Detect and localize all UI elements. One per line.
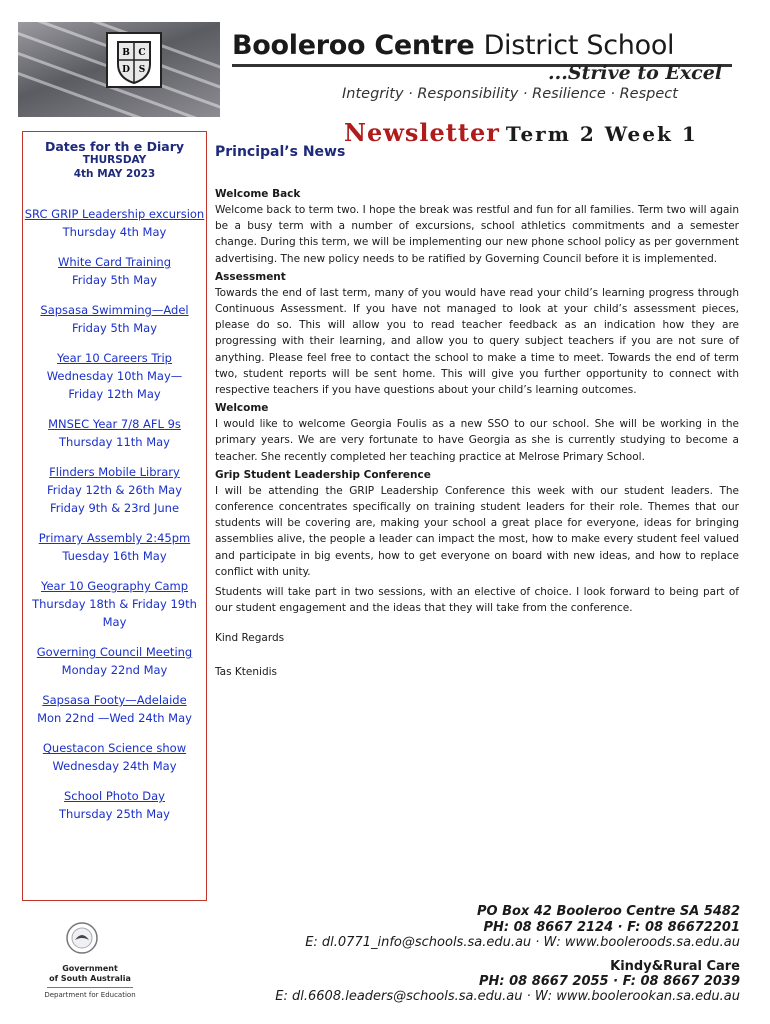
event-name[interactable]: SRC GRIP Leadership excursion <box>24 207 205 221</box>
diary-event <box>23 691 206 727</box>
diary-event <box>23 787 206 823</box>
event-name[interactable]: Flinders Mobile Library <box>49 465 180 479</box>
diary-event <box>23 643 206 679</box>
school-crest-logo <box>104 30 164 90</box>
newsletter-term: Term 2 Week 1 <box>505 122 698 146</box>
government-logo <box>40 918 140 999</box>
event-date: May <box>102 615 127 629</box>
diary-event <box>23 205 206 241</box>
svg-text:S: S <box>138 65 146 75</box>
event-date: Monday 22nd May <box>61 663 168 677</box>
closing: Kind Regards <box>215 632 285 645</box>
section-title: Principal’s News <box>215 144 346 160</box>
event-date: Friday 5th May <box>71 321 158 335</box>
event-name[interactable]: Primary Assembly 2:45pm <box>38 531 191 545</box>
school-name-bold: Booleroo Centre <box>232 30 475 61</box>
event-date: Friday 5th May <box>71 273 158 287</box>
newsletter-word: Newsletter <box>344 118 500 147</box>
event-date: Friday 12th May <box>68 387 161 401</box>
event-name[interactable]: Sapsasa Footy—Adelaide <box>42 693 187 707</box>
paragraph: Students will take part in two sessions, with an elective of choice. I look forward to being part of our student engagement and the ideas that they will take from the conference. <box>215 586 739 615</box>
event-list <box>23 205 206 835</box>
diary-event <box>23 577 206 631</box>
kindy-title: Kindy&Rural Care <box>610 959 740 974</box>
event-name[interactable]: Governing Council Meeting <box>36 645 193 659</box>
event-name[interactable]: Year 10 Careers Trip <box>57 351 172 365</box>
event-date: Thursday 11th May <box>59 435 170 449</box>
kindy-email-web: E: dl.6608.leaders@schools.sa.edu.au · W: www.boolerookan.sa.edu.au <box>275 989 740 1004</box>
school-email-web: E: dl.0771_info@schools.sa.edu.au · W: www.booleroods.sa.edu.au <box>305 935 740 950</box>
diary-event <box>23 301 206 337</box>
school-name-rest: District School <box>483 30 675 61</box>
paragraph: I will be attending the GRIP Leadership Conference this week with our student leaders. The conference concentrates specifically on training student leaders for their role. Themes that our students will be covering are, making your school a great place for everyone, ideas for bringing assemblies alive, the people a leader can impact the most, how to make every student feel valued and participate in big events, how to get everyone on board with new ideas, and how to replace conflict with unity. <box>215 484 739 578</box>
event-date: Thursday 18th & Friday 19th <box>32 597 197 611</box>
subheading: Grip Student Leadership Conference <box>215 468 431 481</box>
sidebar-day: THURSDAY <box>82 154 147 166</box>
event-date: Wednesday 10th May— <box>46 369 183 383</box>
gov-line2: of South Australia <box>49 974 131 983</box>
diary-event <box>23 739 206 775</box>
signature: Tas Ktenidis <box>215 666 278 679</box>
svg-text:C: C <box>138 48 146 58</box>
diary-event <box>23 349 206 403</box>
subheading: Welcome <box>215 402 269 415</box>
event-date: Friday 9th & 23rd June <box>49 501 180 515</box>
event-date: Tuesday 16th May <box>62 549 167 563</box>
event-date: Wednesday 24th May <box>52 759 177 773</box>
svg-text:D: D <box>122 65 130 75</box>
event-name[interactable]: Questacon Science show <box>42 741 187 755</box>
event-name[interactable]: Sapsasa Swimming—Adel <box>40 303 189 317</box>
subheading: Welcome Back <box>215 188 301 200</box>
paragraph: Welcome back to term two. I hope the break was restful and fun for all families. Term two will again be a busy term with a number of excursions, school athletics commitments and a semester change. During this term, we will be implementing our new phone school policy as per government advertising. The new policy needs to be ratified by Governing Council before it is implemented. <box>215 204 739 265</box>
dates-for-diary-sidebar <box>22 131 207 901</box>
gov-line1: Government <box>62 964 118 973</box>
subheading: Assessment <box>215 270 286 283</box>
newsletter-heading <box>344 118 698 147</box>
principals-news <box>215 144 739 680</box>
sidebar-title: Dates for th e Diary <box>44 139 185 154</box>
paragraph: Towards the end of last term, many of you would have read your child’s learning progress through Continuous Assessment. If you have not managed to look at your child’s assessment pieces, please do so. This will allow you to read teacher feedback as an indication how they are progressing with their learning, and allow you to query subject teachers if you are not sure of anything. Please feel free to contact the school to make a time to meet. Towards the end of term two, student reports will be sent home. This will give you further opportunity to connect with respective teachers if you have questions about your child’s learning outcomes. <box>215 286 739 397</box>
diary-event <box>23 463 206 517</box>
school-address: PO Box 42 Booleroo Centre SA 5482 <box>476 904 740 919</box>
svg-text:B: B <box>122 48 130 58</box>
diary-event <box>23 415 206 451</box>
event-name[interactable]: White Card Training <box>57 255 172 269</box>
diary-event <box>23 253 206 289</box>
event-date: Friday 12th & 26th May <box>46 483 183 497</box>
event-name[interactable]: School Photo Day <box>63 789 165 803</box>
sidebar-date: 4th MAY 2023 <box>73 168 156 180</box>
school-phone: PH: 08 8667 2124 · F: 08 86672201 <box>483 920 740 935</box>
event-date: Thursday 4th May <box>62 225 167 239</box>
article-body <box>215 186 739 616</box>
event-name[interactable]: Year 10 Geography Camp <box>40 579 189 593</box>
event-name[interactable]: MNSEC Year 7/8 AFL 9s <box>48 417 181 431</box>
event-date: Thursday 25th May <box>59 807 170 821</box>
paragraph: I would like to welcome Georgia Foulis as a new SSO to our school. She will be working in the primary years. We are very fortunate to have Georgia as she is currently studying to become a teacher. She recently completed her teaching practice at Melrose Primary School. <box>215 418 739 463</box>
school-name <box>232 30 674 61</box>
piping-shrike-emblem-icon <box>40 918 140 958</box>
gov-line3: Department for Education <box>44 991 136 999</box>
event-date: Mon 22nd —Wed 24th May <box>37 711 192 725</box>
diary-event <box>23 529 206 565</box>
kindy-phone: PH: 08 8667 2055 · F: 08 8667 2039 <box>478 974 740 989</box>
school-values: Integrity · Responsibility · Resilience · Respect <box>342 86 678 102</box>
school-motto: ...Strive to Excel <box>548 62 723 84</box>
